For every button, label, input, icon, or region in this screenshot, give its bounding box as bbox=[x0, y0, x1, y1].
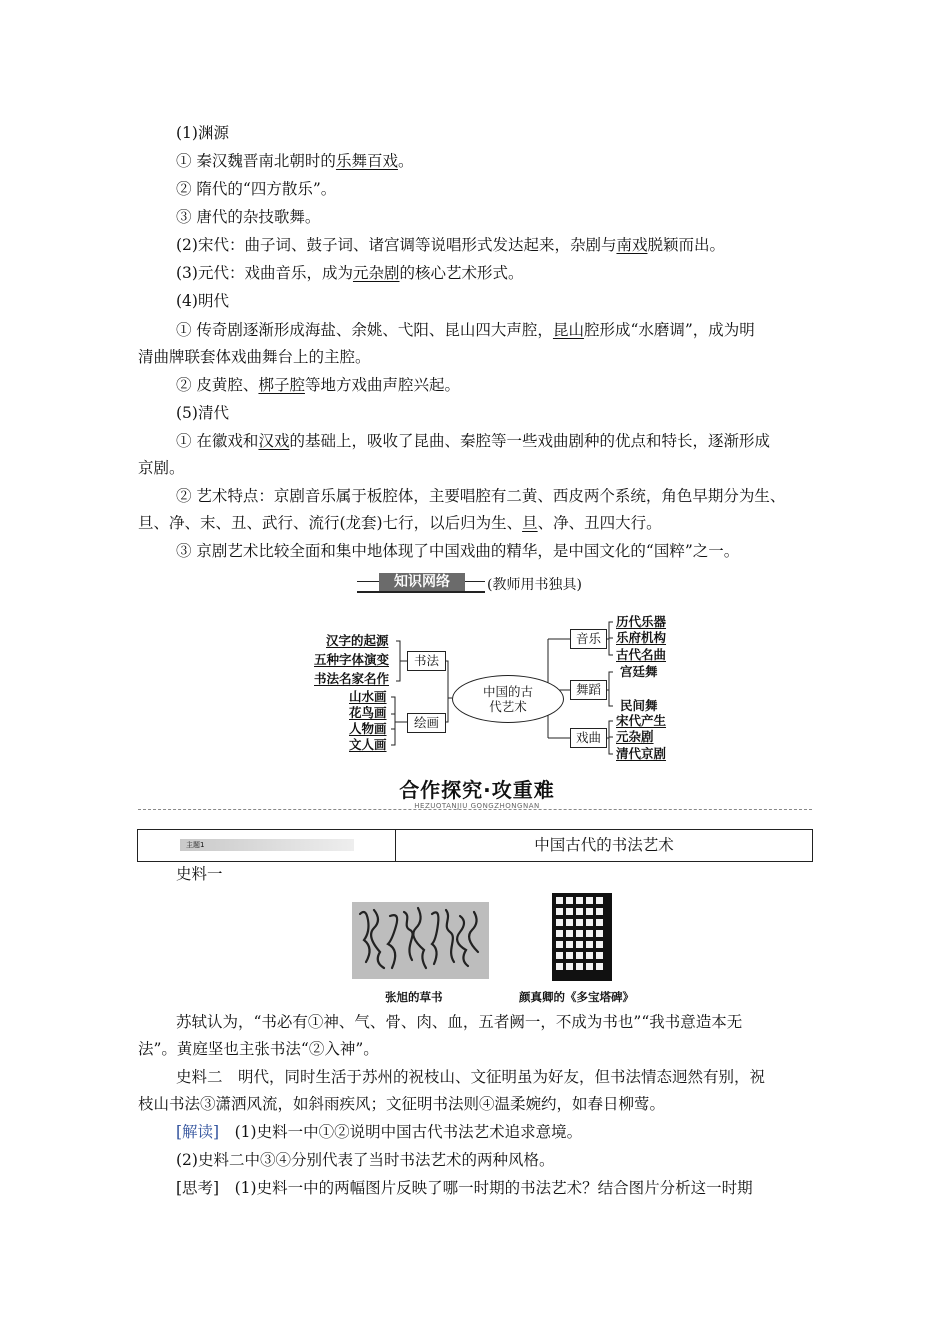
node-song-origin: 宋代产生 bbox=[616, 713, 667, 728]
origin-item-1: ① 秦汉魏晋南北朝时的乐舞百戏。 bbox=[176, 152, 414, 170]
node-calligraphy-masters: 书法名家名作 bbox=[314, 671, 390, 686]
caption-zhang-xu: 张旭的草书 bbox=[385, 990, 443, 1004]
qing-item-1: ① 在徽戏和汉戏的基础上，吸收了昆曲、秦腔等一些戏曲剧种的优点和特长，逐渐形成 bbox=[176, 432, 770, 450]
node-famous-tunes: 古代名曲 bbox=[616, 647, 667, 662]
box-opera: 戏曲 bbox=[570, 728, 607, 748]
topic-table bbox=[137, 829, 813, 862]
node-qing-peking-opera: 清代京剧 bbox=[616, 746, 667, 761]
origin-item-3: ③ 唐代的杂技歌舞。 bbox=[176, 208, 321, 226]
node-landscape-painting: 山水画 bbox=[349, 689, 387, 704]
banner-divider bbox=[138, 809, 812, 810]
network-label: 知识网络 bbox=[379, 573, 465, 591]
node-flower-bird-painting: 花鸟画 bbox=[349, 705, 387, 720]
center-node: 中国的古代艺术 bbox=[452, 675, 564, 723]
node-yuefu: 乐府机构 bbox=[616, 630, 667, 645]
yuan-paragraph: (3)元代：戏曲音乐，成为元杂剧的核心艺术形式。 bbox=[176, 264, 524, 282]
source1-label: 史料一 bbox=[176, 865, 223, 883]
network-label-badge bbox=[357, 573, 485, 593]
banner-subtitle: HEZUOTANJIU GONGZHONGNAN bbox=[414, 802, 540, 810]
node-literati-painting: 文人画 bbox=[349, 737, 387, 752]
node-folk-dance: 民间舞 bbox=[620, 698, 658, 713]
box-dance: 舞蹈 bbox=[570, 680, 607, 700]
interpret-line2: (2)史料二中③④分别代表了当时书法艺术的两种风格。 bbox=[176, 1151, 555, 1169]
node-court-dance: 宫廷舞 bbox=[620, 664, 658, 679]
topic-tag: 主题1 bbox=[180, 839, 354, 851]
ming-item-2: ② 皮黄腔、梆子腔等地方戏曲声腔兴起。 bbox=[176, 376, 460, 394]
banner-title: 合作探究·攻重难 bbox=[399, 778, 555, 802]
interpret-line1: [解读] (1)史料一中①②说明中国古代书法艺术追求意境。 bbox=[176, 1123, 583, 1141]
section-banner bbox=[392, 778, 562, 810]
source1-text-line1: 苏轼认为，“书必有①神、气、骨、肉、血，五者阙一，不成为书也”“我书意造本无 bbox=[176, 1013, 743, 1031]
box-calligraphy: 书法 bbox=[407, 651, 446, 671]
think-label: [思考] bbox=[176, 1179, 220, 1197]
origin-heading: (1)渊源 bbox=[176, 124, 229, 142]
source2-line2: 枝山书法③潇洒风流，如斜雨疾风；文征明书法则④温柔婉约，如春日柳莺。 bbox=[138, 1095, 666, 1113]
stele-calligraphy-image bbox=[552, 893, 612, 981]
node-figure-painting: 人物画 bbox=[349, 721, 387, 736]
ming-heading: (4)明代 bbox=[176, 292, 229, 310]
node-script-evolution: 五种字体演变 bbox=[314, 652, 390, 667]
topic-title: 中国古代的书法艺术 bbox=[534, 836, 674, 854]
box-music: 音乐 bbox=[570, 629, 607, 649]
box-painting: 绘画 bbox=[407, 713, 446, 733]
ming-item-1-cont: 清曲牌联套体戏曲舞台上的主腔。 bbox=[138, 348, 371, 366]
song-paragraph: (2)宋代：曲子词、鼓子词、诸宫调等说唱形式发达起来，杂剧与南戏脱颖而出。 bbox=[176, 236, 725, 254]
interpret-label: [解读] bbox=[176, 1123, 220, 1141]
caption-yan-zhenqing: 颜真卿的《多宝塔碑》 bbox=[519, 990, 634, 1004]
node-hanzi-origin: 汉字的起源 bbox=[326, 633, 389, 648]
source2-line1: 史料二 明代，同时生活于苏州的祝枝山、文征明虽为好友，但书法情态迥然有别，祝 bbox=[176, 1068, 766, 1086]
qing-item-1-cont: 京剧。 bbox=[138, 459, 185, 477]
qing-item-3: ③ 京剧艺术比较全面和集中地体现了中国戏曲的精华，是中国文化的“国粹”之一。 bbox=[176, 542, 740, 560]
qing-heading: (5)清代 bbox=[176, 404, 229, 422]
node-yuan-zaju: 元杂剧 bbox=[616, 729, 654, 744]
cursive-calligraphy-image bbox=[352, 902, 489, 979]
ming-item-1: ① 传奇剧逐渐形成海盐、余姚、弋阳、昆山四大声腔，昆山腔形成“水磨调”，成为明 bbox=[176, 321, 755, 339]
origin-item-2: ② 隋代的“四方散乐”。 bbox=[176, 180, 337, 198]
qing-item-2: ② 艺术特点：京剧音乐属于板腔体，主要唱腔有二黄、西皮两个系统，角色早期分为生、 bbox=[176, 487, 786, 505]
think-line1: [思考] (1)史料一中的两幅图片反映了哪一时期的书法艺术？结合图片分析这一时期 bbox=[176, 1179, 753, 1197]
network-note: (教师用书独具) bbox=[487, 577, 582, 593]
source1-text-line2: 法”。黄庭坚也主张书法“②入神”。 bbox=[138, 1040, 379, 1058]
qing-item-2-cont: 旦、净、末、丑、武行、流行(龙套)七行，以后归为生、旦、净、丑四大行。 bbox=[138, 514, 662, 532]
node-instruments: 历代乐器 bbox=[616, 614, 667, 629]
